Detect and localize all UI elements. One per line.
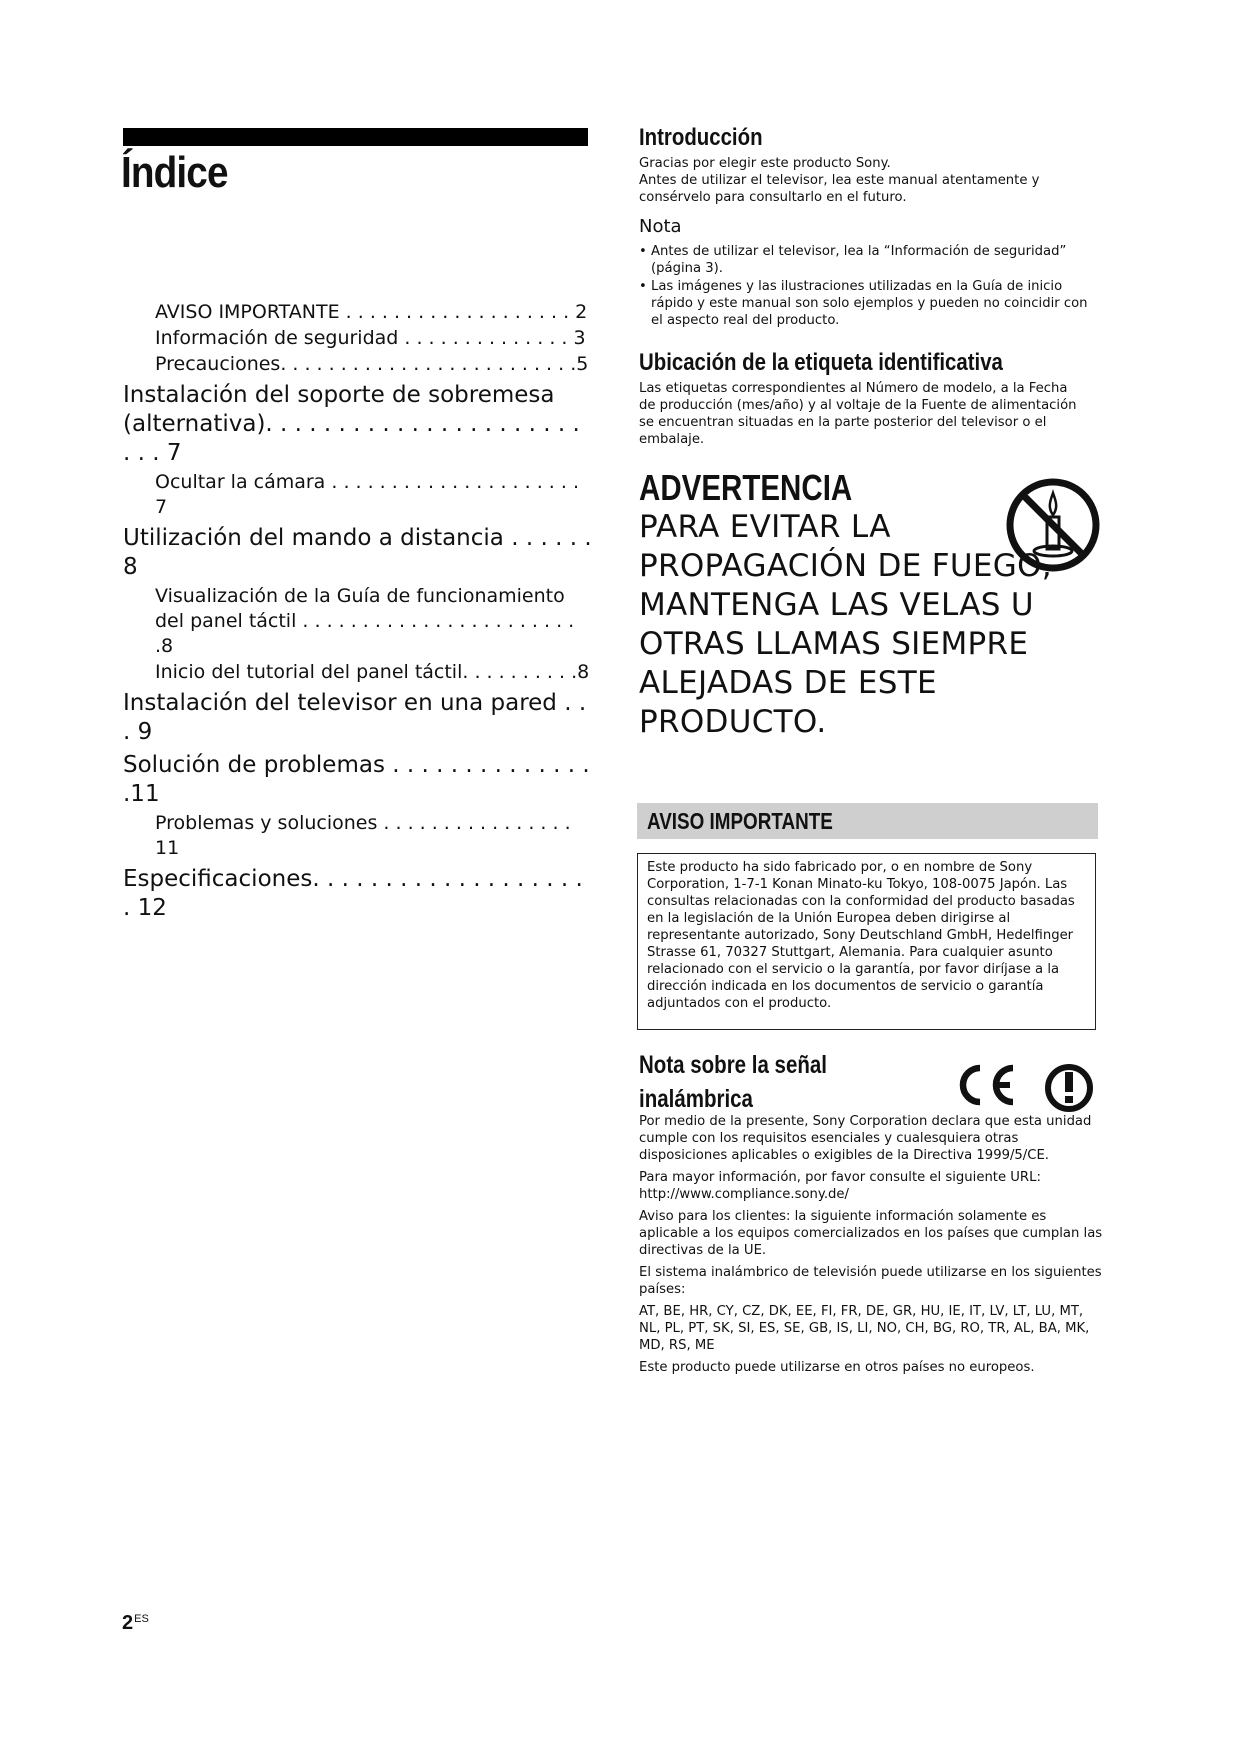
toc-entry[interactable] bbox=[123, 381, 593, 468]
toc-entry[interactable] bbox=[123, 352, 593, 377]
note-heading: Nota bbox=[639, 216, 682, 237]
label-location-text: Las etiquetas correspondientes al Número de modelo, a la Fecha de producción (mes/año) y al voltaje de la Fuente de alimentación se encuentran situadas en la parte posterior del televisor o el embalaje. bbox=[639, 381, 1077, 447]
wireless-paragraph: Aviso para los clientes: la siguiente información solamente es aplicable a los equipos comercializados en los países que cumplan las directivas de la UE. bbox=[639, 1209, 1103, 1258]
toc-entry-text: AVISO IMPORTANTE . . . . . . . . . . . . . . . . . . . 2 bbox=[155, 301, 588, 323]
intro-paragraph: Gracias por elegir este producto Sony. bbox=[639, 156, 891, 171]
warning-text: PARA EVITAR LA PROPAGACIÓN DE FUEGO, MANTENGA LAS VELAS U OTRAS LLAMAS SIEMPRE ALEJADAS DE ESTE PRODUCTO. bbox=[639, 509, 1052, 740]
page-language-code: ES bbox=[134, 1613, 149, 1625]
toc-entry-text: Utilización del mando a distancia . . . . . . 8 bbox=[123, 525, 592, 580]
wireless-paragraph: Para mayor información, por favor consulte el siguiente URL: http://www.compliance.sony.de/ bbox=[639, 1170, 1041, 1202]
ce-mark-icon bbox=[953, 1062, 1017, 1108]
wireless-body bbox=[639, 1113, 1104, 1381]
note-list bbox=[639, 243, 1099, 330]
toc-entry-text: Información de seguridad . . . . . . . . . . . . . . 3 bbox=[155, 327, 586, 349]
toc-entry[interactable] bbox=[123, 524, 593, 582]
toc-entry-text: Especificaciones. . . . . . . . . . . . . . . . . . . . 12 bbox=[123, 866, 583, 921]
manufacturer-notice-text: Este producto ha sido fabricado por, o en nombre de Sony Corporation, 1-7-1 Konan Minato-ku Tokyo, 108-0075 Japón. Las consultas relacionadas con la conformidad del producto basadas en la legislación de la Unión Europea deben dirigirse al representante autorizado, Sony Deutschland GmbH, Hedelfinger Strasse 61, 70327 Stuttgart, Alemania. Para cualquier asunto relacionado con el servicio o la garantía, por favor diríjase a la dirección indicada en los documentos de servicio o garantía adjuntados con el producto. bbox=[647, 860, 1075, 1011]
toc-entry[interactable] bbox=[123, 811, 593, 861]
manufacturer-notice-box bbox=[637, 853, 1096, 1030]
toc-entry-text: Instalación del soporte de sobremesa (alternativa). . . . . . . . . . . . . . . . . . . . . . . . . 7 bbox=[123, 382, 580, 466]
toc-entry[interactable] bbox=[123, 689, 593, 747]
toc-entry[interactable] bbox=[123, 584, 593, 659]
page-number bbox=[122, 1612, 149, 1635]
intro-heading: Introducción bbox=[639, 124, 763, 151]
page-number-value: 2 bbox=[122, 1612, 134, 1634]
aviso-heading: AVISO IMPORTANTE bbox=[647, 808, 833, 834]
wireless-paragraph: Este producto puede utilizarse en otros países no europeos. bbox=[639, 1360, 1035, 1375]
alert-icon bbox=[1043, 1062, 1095, 1114]
aviso-heading-bar bbox=[637, 803, 1098, 839]
toc-entry[interactable] bbox=[123, 751, 593, 809]
toc-entry[interactable] bbox=[123, 660, 593, 685]
intro-body bbox=[639, 155, 1079, 206]
toc-entry[interactable] bbox=[123, 470, 593, 520]
note-item: • Antes de utilizar el televisor, lea la “Información de seguridad” (página 3). bbox=[639, 243, 1099, 277]
toc-entry-text: Problemas y soluciones . . . . . . . . . . . . . . . . 11 bbox=[155, 812, 571, 859]
toc-entry[interactable] bbox=[123, 326, 593, 351]
label-location-heading: Ubicación de la etiqueta identificativa bbox=[639, 349, 1003, 376]
no-candle-icon bbox=[1003, 475, 1103, 575]
warning-title: ADVERTENCIA bbox=[639, 467, 853, 508]
wireless-heading bbox=[639, 1048, 827, 1116]
toc-entry-text: Instalación del televisor en una pared . . . 9 bbox=[123, 690, 587, 745]
wireless-heading-line1: Nota sobre la señal bbox=[639, 1051, 827, 1079]
intro-paragraph: Antes de utilizar el televisor, lea este manual atentamente y consérvelo para consultarlo en el futuro. bbox=[639, 173, 1040, 205]
toc-entry[interactable] bbox=[123, 300, 593, 325]
toc-entry-text: Inicio del tutorial del panel táctil. . . . . . . . . .8 bbox=[155, 661, 590, 683]
toc-entry-text: Visualización de la Guía de funcionamiento del panel táctil . . . . . . . . . . . . . . . . . . . . . . . .8 bbox=[155, 585, 575, 657]
wireless-paragraph: El sistema inalámbrico de televisión puede utilizarse en los siguientes países: bbox=[639, 1265, 1102, 1297]
table-of-contents bbox=[123, 300, 593, 925]
toc-entry-text: Solución de problemas . . . . . . . . . . . . . . .11 bbox=[123, 752, 590, 807]
index-header-bar bbox=[123, 128, 588, 146]
toc-entry[interactable] bbox=[123, 865, 593, 923]
toc-entry-text: Ocultar la cámara . . . . . . . . . . . . . . . . . . . . . 7 bbox=[155, 471, 579, 518]
wireless-paragraph: Por medio de la presente, Sony Corporation declara que esta unidad cumple con los requisitos esenciales y cualesquiera otras disposiciones aplicables o exigibles de la Directiva 1999/5/CE. bbox=[639, 1114, 1092, 1163]
index-title: Índice bbox=[121, 148, 228, 197]
toc-entry-text: Precauciones. . . . . . . . . . . . . . . . . . . . . . . . .5 bbox=[155, 353, 589, 375]
wireless-heading-line2: inalámbrica bbox=[639, 1085, 753, 1113]
note-item: • Las imágenes y las ilustraciones utilizadas en la Guía de inicio rápido y este manual son solo ejemplos y pueden no coincidir con el aspecto real del producto. bbox=[639, 278, 1099, 329]
wireless-paragraph: AT, BE, HR, CY, CZ, DK, EE, FI, FR, DE, GR, HU, IE, IT, LV, LT, LU, MT, NL, PL, PT, SK, SI, ES, SE, GB, IS, LI, NO, CH, BG, RO, TR, AL, BA, MK, MD, RS, ME bbox=[639, 1304, 1090, 1353]
